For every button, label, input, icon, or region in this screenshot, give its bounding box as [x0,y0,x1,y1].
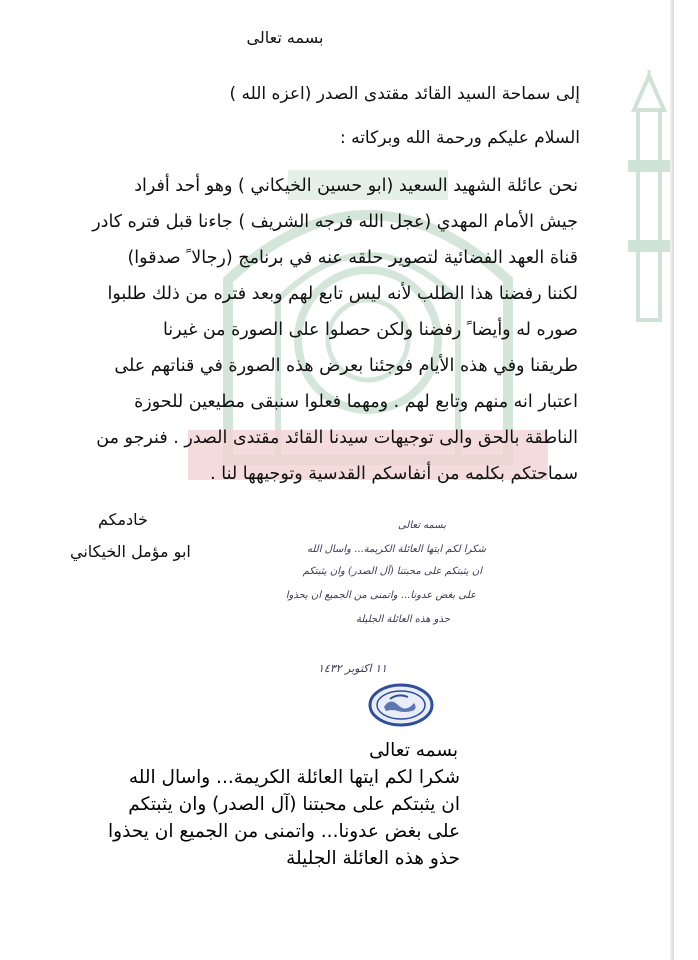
handwritten-reply [285,520,486,650]
transcription-heading: بسمه تعالى [369,740,458,761]
handwritten-line: شكرا لكم ايتها العائلة الكريمة... واسال الله [306,544,486,555]
letter-addressee: إلى سماحة السيد القائد مقتدى الصدر (اعزه الله ) [229,84,580,104]
letter-body-line: جيش الأمام المهدي (عجل الله فرجه الشريف ) جاءنا قبل فتره كادر [92,212,578,232]
transcription-line: شكرا لكم ايتها العائلة الكريمة... واسال الله [128,767,460,788]
letter-body-line: سماحتكم بكلمه من أنفاسكم القدسية وتوجيهها لنا . [210,464,578,484]
minaret-watermark-icon [620,70,678,330]
letter-signoff: خادمكم [98,510,148,529]
letter-body-line: صوره له وأيضا ً رفضنا ولكن حصلوا على الصورة من غيرنا [162,320,578,340]
letter-signer: ابو مؤمل الخيكاني [70,542,191,561]
letter-body-line: الناطقة بالحق والى توجيهات سيدنا القائد مقتدى الصدر . فنرجو من [96,428,578,448]
letter-body-line: نحن عائلة الشهيد السعيد (ابو حسين الخيكاني ) وهو أحد أفراد [134,176,578,196]
transcription-line: ان يثبتكم على محبتنا (آل الصدر) وان يثبتكم [128,794,460,815]
letter-body-line: قناة العهد الفضائية لتصوير حلقه عنه في برنامج (رجالا ً صدقوا) [127,248,578,268]
letter-body-line: طريقنا وفي هذه الأيام فوجئنا بعرض هذه الصورة في قناتهم على [114,356,578,376]
handwritten-line: بسمه تعالى [397,520,446,531]
transcription-line: على بغض عدونا... واتمنى من الجميع ان يحذوا [108,821,460,842]
letter-body-line: اعتبار انه منهم وتابع لهم . ومهما فعلوا سنبقى مطيعين للحوزة [134,392,578,412]
handwritten-line: حذو هذه العائلة الجليلة [356,614,450,625]
transcription-line: حذو هذه العائلة الجليلة [286,848,460,869]
letter-greeting: السلام عليكم ورحمة الله وبركاته : [339,128,580,148]
letter-body-line: لكننا رفضنا هذا الطلب لأنه ليس تابع لهم وبعد فتره من ذلك طلبوا [107,284,578,304]
letter-basmala: بسمه تعالى [246,28,324,47]
handwritten-line: ان يثبتكم على محبتنا (آل الصدر) وان يثبتكم [302,566,482,577]
handwritten-date: ١١ اكتوبر ١٤٣٢ [318,662,387,675]
handwritten-line: على بغض عدونا... واتمنى من الجميع ان يحذوا [285,590,476,601]
round-seal-stamp-icon [368,683,434,727]
